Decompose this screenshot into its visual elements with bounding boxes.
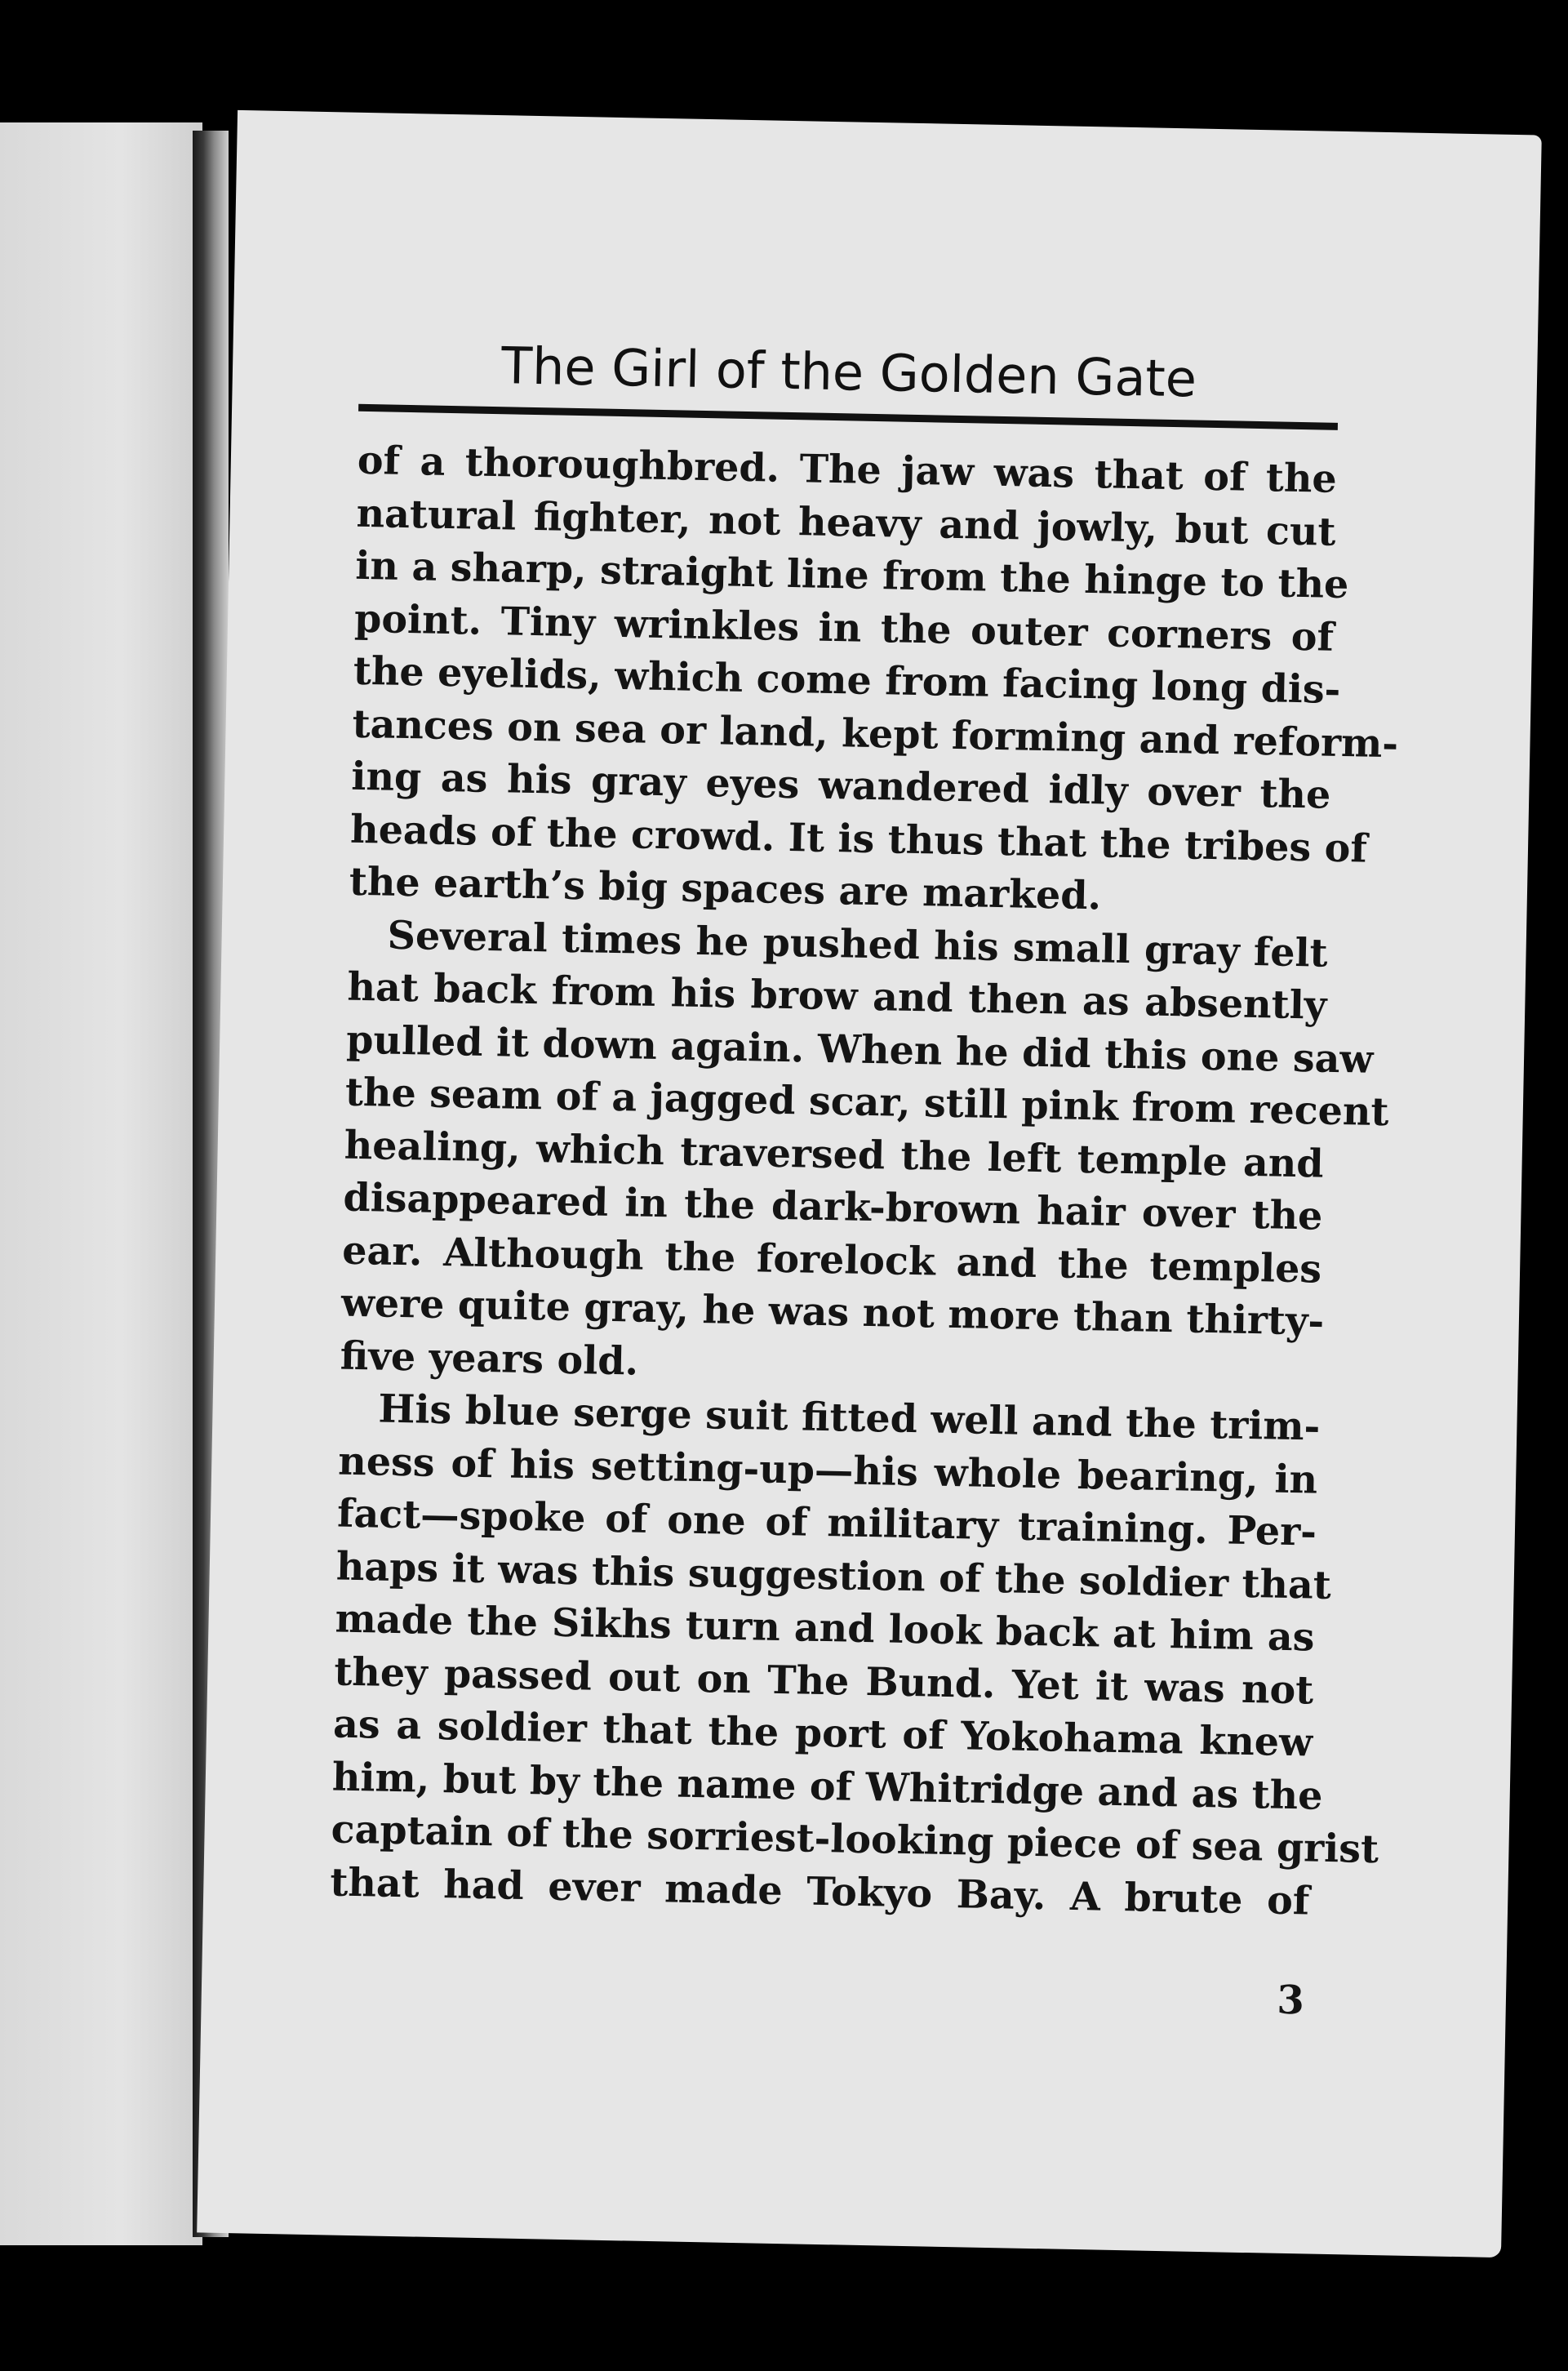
text-line: healing, which traversed the left temple and (344, 1122, 1325, 1187)
text-line: haps it was this suggestion of the soldier that (335, 1543, 1332, 1608)
text-line: that had ever made Tokyo Bay. A brute of (329, 1858, 1310, 1924)
text-line: of a thoroughbred. The jaw was that of the (357, 437, 1338, 502)
text-line: heads of the crowd. It is thus that the tribes of (349, 806, 1368, 872)
text-line: him, but by the name of Whitridge and as the (331, 1754, 1323, 1819)
paragraph (329, 1382, 1379, 1928)
text-line: tances on sea or land, kept forming and reform- (352, 701, 1399, 767)
text-line: five years old. (340, 1332, 639, 1385)
text-line: were quite gray, he was not more than thirty- (340, 1279, 1325, 1345)
text-line: in a sharp, straight line from the hinge to the (354, 542, 1349, 608)
page-content (328, 333, 1399, 2024)
text-line: point. Tiny wrinkles in the outer corners of (353, 595, 1335, 661)
paragraph (340, 908, 1389, 1400)
text-line: ear. Although the forelock and the temples (341, 1227, 1322, 1292)
text-line: the seam of a jagged scar, still pink from recent (344, 1069, 1389, 1136)
text-line: pulled it down again. When he did this one saw (345, 1016, 1374, 1083)
body-text (329, 434, 1399, 1928)
text-line: made the Sikhs turn and look back at him as (335, 1595, 1315, 1661)
paragraph (349, 434, 1399, 927)
text-line: captain of the sorriest-looking piece of sea grist (331, 1806, 1379, 1873)
text-line: His blue serge suit fitted well and the trim- (378, 1386, 1321, 1450)
text-line: ness of his setting-up—his whole bearing, in (337, 1438, 1318, 1503)
text-line: fact—spoke of one of military training. Per- (336, 1490, 1317, 1555)
text-line: natural fighter, not heavy and jowly, but cut (356, 490, 1336, 555)
page-number: 3 (1276, 1977, 1305, 2024)
text-line: the eyelids, which come from facing long dis- (353, 647, 1341, 713)
text-line: the earth’s big spaces are marked. (349, 858, 1102, 919)
left-page-edge (0, 122, 202, 2245)
text-line: as a soldier that the port of Yokohama knew (332, 1701, 1313, 1766)
text-line: ing as his gray eyes wandered idly over the (350, 753, 1331, 818)
text-line: disappeared in the dark-brown hair over the (343, 1174, 1323, 1239)
text-line: Several times he pushed his small gray felt (387, 912, 1329, 976)
right-page (197, 110, 1542, 2258)
text-line: they passed out on The Bund. Yet it was not (333, 1648, 1314, 1714)
running-head: The Girl of the Golden Gate (500, 336, 1197, 409)
text-line: hat back from his brow and then as absently (346, 963, 1327, 1029)
